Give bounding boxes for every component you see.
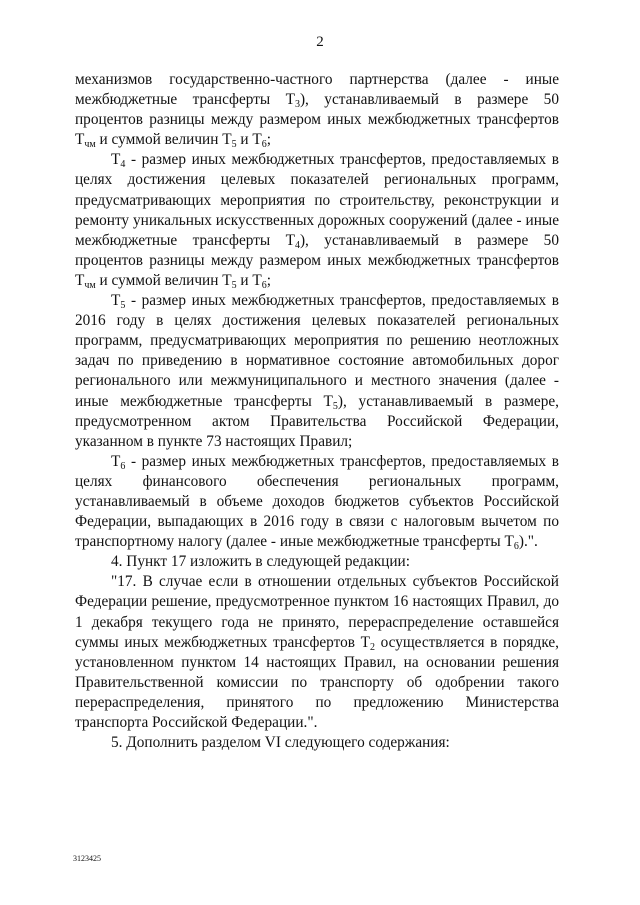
document-id: 3123425	[73, 854, 101, 863]
page-number: 2	[316, 34, 324, 50]
text-run: и суммой величин Т	[95, 131, 232, 149]
text-run: и суммой величин Т	[95, 271, 232, 289]
text-run: и Т	[236, 271, 262, 289]
subscript: 2	[369, 641, 375, 653]
subscript: 5	[231, 279, 237, 291]
text-run: ), устанавливаемый в размере 50 процентов разницы между размером иных межбюджетных трансфертов Т	[75, 91, 559, 149]
text-run: - размер иных межбюджетных трансфертов, предоставляемых в целях финансового обеспечения региональных программ, устанавливаемый в объеме доходов бюджетов субъектов Российской Федерации, выпадающих в 2016 году в связи с налоговым вычетом по транспортному налогу (далее - иные межбюджетные трансферты Т	[75, 452, 559, 551]
paragraph	[75, 733, 559, 753]
text-run: Т	[111, 452, 121, 470]
text-run: "17. В случае если в отношении отдельных субъектов Российской Федерации решение, предусмотренное пунктом 16 настоящих Правил, до 1 декабря текущего года не принято, перераспределение оставшейся суммы иных межбюджетных трансфертов Т	[75, 573, 559, 651]
paragraph	[75, 150, 559, 291]
subscript: 3	[294, 99, 300, 111]
text-run: - размер иных межбюджетных трансфертов, предоставляемых в 2016 году в целях достижения целевых показателей региональных программ, предусматривающих мероприятия по решению неотложных задач по приведению в нормативное состояние автомобильных дорог регионального или межмуниципального и местного значения (далее - иные межбюджетные трансферты Т	[75, 292, 559, 410]
subscript: 5	[231, 139, 237, 151]
subscript: 5	[332, 400, 338, 412]
subscript: 6	[513, 541, 519, 553]
text-run: ), устанавливаемый в размере, предусмотренном актом Правительства Российской Федерации, указанном в пункте 73 настоящих Правил;	[75, 392, 559, 450]
subscript: 6	[261, 279, 267, 291]
subscript: 4	[120, 159, 126, 171]
subscript: 6	[120, 460, 126, 472]
text-run: 5. Дополнить разделом VI следующего содержания:	[111, 734, 450, 752]
subscript: 4	[294, 239, 300, 251]
text-run: 4. Пункт 17 изложить в следующей редакции:	[111, 553, 410, 571]
subscript: 6	[261, 139, 267, 151]
text-run: Т	[111, 292, 121, 310]
text-run: механизмов государственно-частного партнерства (далее - иные межбюджетные трансферты Т	[75, 71, 559, 109]
text-run: - размер иных межбюджетных трансфертов, предоставляемых в целях достижения целевых показателей региональных программ, предусматривающих мероприятия по строительству, реконструкции и ремонту уникальных искусственных дорожных сооружений (далее - иные межбюджетные трансферты Т	[75, 151, 559, 249]
subscript: 5	[120, 300, 126, 312]
subscript: чм	[84, 279, 96, 291]
text-run: и Т	[236, 131, 262, 149]
paragraph	[75, 291, 559, 452]
text-run: ).".	[518, 533, 538, 551]
document-body	[75, 70, 559, 753]
paragraph	[75, 552, 559, 572]
text-run: ;	[266, 271, 272, 289]
text-run: осуществляется в порядке, установленном пунктом 14 настоящих Правил, на основании решения Правительственной комиссии по транспорту об одобрении такого перераспределения, принятого по предложению Министерства транспорта Российской Федерации.".	[75, 633, 559, 731]
text-run: ), устанавливаемый в размере 50 процентов разницы между размером иных межбюджетных трансфертов Т	[75, 231, 559, 289]
paragraph	[75, 572, 559, 733]
text-run: Т	[111, 151, 121, 169]
paragraph	[75, 70, 559, 150]
paragraph	[75, 452, 559, 552]
text-run: ;	[266, 131, 272, 149]
subscript: чм	[84, 139, 96, 151]
